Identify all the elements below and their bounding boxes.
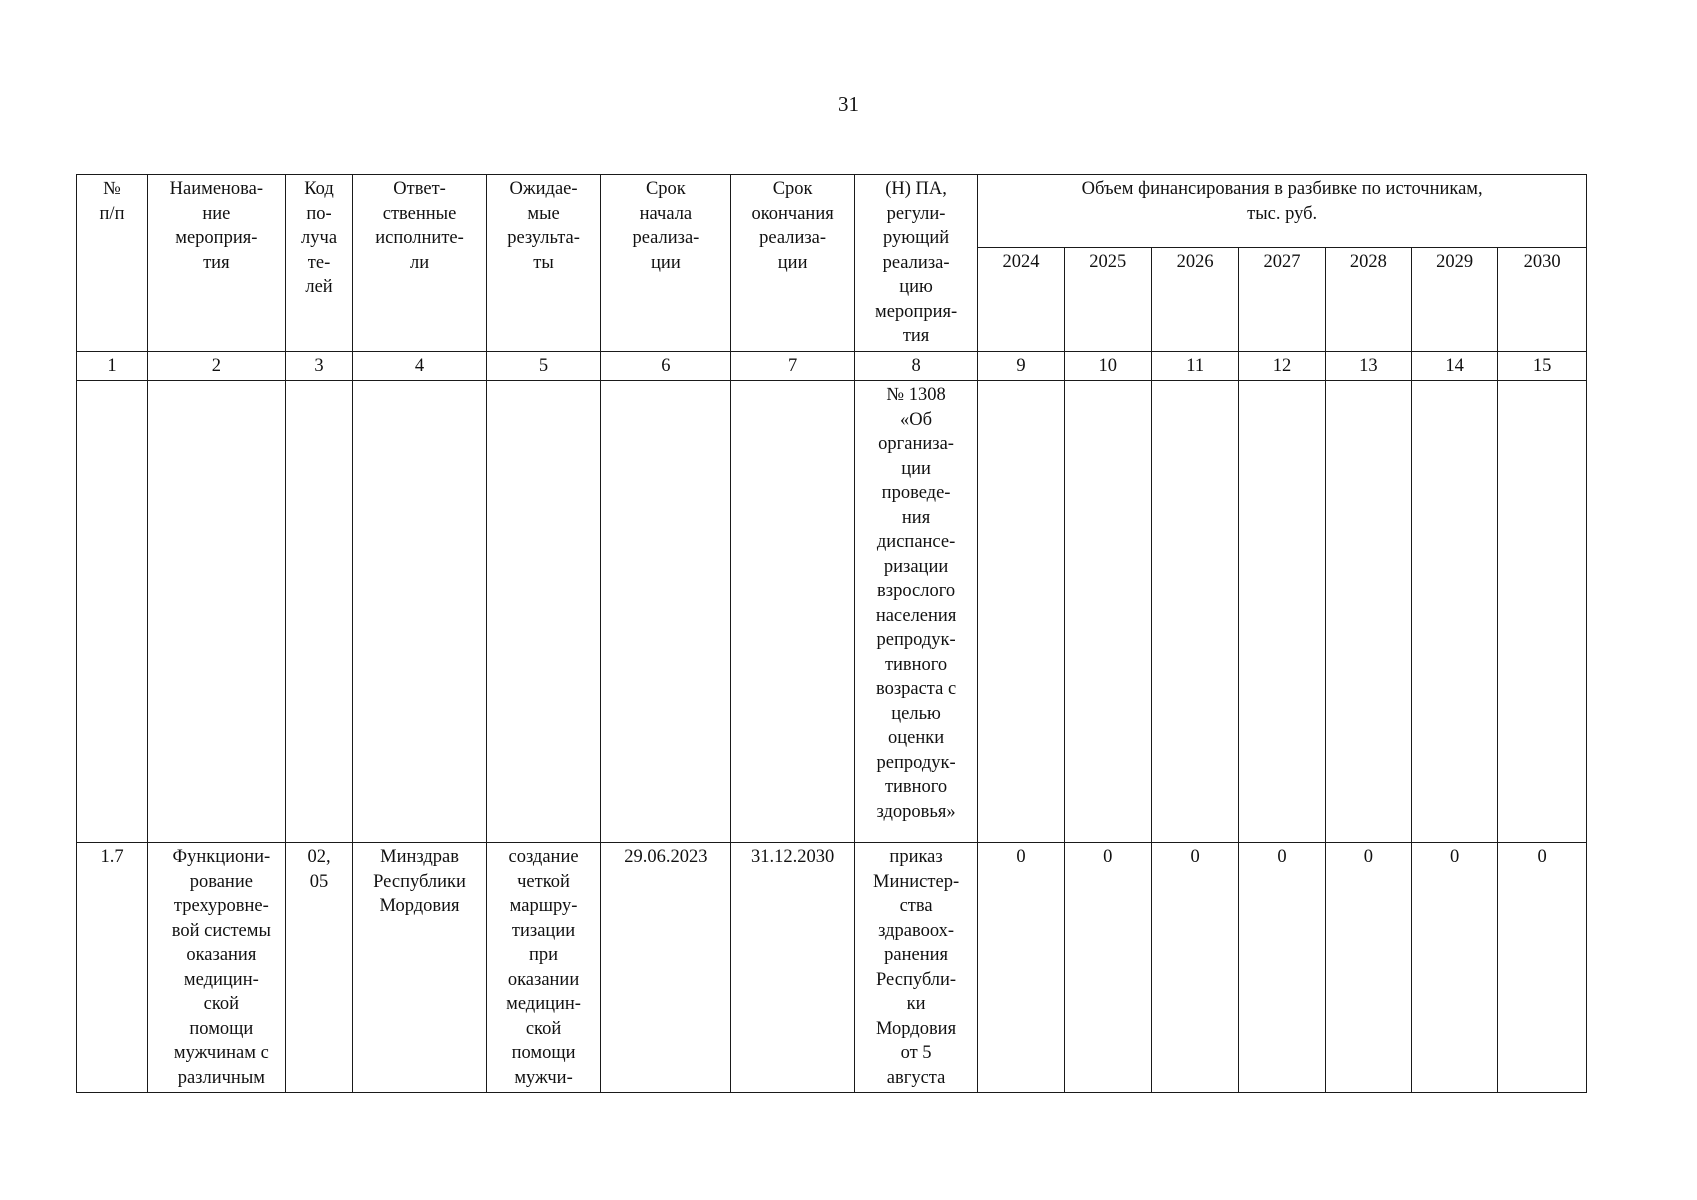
column-number: 13: [1325, 351, 1411, 381]
table-cell: [978, 381, 1064, 843]
table-cell: [285, 381, 353, 843]
header-year: 2024: [978, 247, 1064, 351]
column-number: 12: [1239, 351, 1325, 381]
end-date: 31.12.2030: [731, 843, 854, 1093]
executor: Минздрав Республики Мордовия: [353, 843, 486, 1093]
header-start-date: Срок начала реализа- ции: [601, 175, 731, 352]
header-number: № п/п: [77, 175, 148, 352]
table-row: [77, 843, 1587, 1093]
column-number: 1: [77, 351, 148, 381]
page-number: 31: [838, 92, 859, 116]
header-year: 2028: [1325, 247, 1411, 351]
column-number: 6: [601, 351, 731, 381]
continuation-row: [77, 381, 1587, 843]
table-cell: [601, 381, 731, 843]
column-number: 8: [854, 351, 977, 381]
header-recipient-code: Код по- луча те- лей: [285, 175, 353, 352]
table-cell: [1498, 381, 1587, 843]
table-cell: [77, 381, 148, 843]
recipient-codes: 02, 05: [285, 843, 353, 1093]
activity-name: Функциони- рование трехуровне- вой системы оказания медицин- ской помощи мужчинам с различным: [148, 843, 286, 1093]
amount-2027: 0: [1239, 843, 1325, 1093]
table-cell: [1151, 381, 1238, 843]
column-number: 5: [486, 351, 601, 381]
table-cell: [1239, 381, 1325, 843]
column-number: 3: [285, 351, 353, 381]
column-number: 4: [353, 351, 486, 381]
table-cell: [1064, 381, 1151, 843]
column-number: 11: [1151, 351, 1238, 381]
amount-2028: 0: [1325, 843, 1411, 1093]
table-cell: [731, 381, 854, 843]
table-cell: [1411, 381, 1497, 843]
row-number: 1.7: [77, 843, 148, 1093]
header-year: 2030: [1498, 247, 1587, 351]
header-legal-act: (Н) ПА, регули- рующий реализа- цию мероприя- тия: [854, 175, 977, 352]
column-numbers-row: [77, 351, 1587, 381]
header-end-date: Срок окончания реализа- ции: [731, 175, 854, 352]
header-year: 2025: [1064, 247, 1151, 351]
header-year: 2026: [1151, 247, 1238, 351]
header-row: [77, 175, 1587, 248]
header-executors: Ответ- ственные исполните- ли: [353, 175, 486, 352]
column-number: 14: [1411, 351, 1497, 381]
amount-2030: 0: [1498, 843, 1587, 1093]
header-financing: Объем финансирования в разбивке по источникам, тыс. руб.: [978, 175, 1587, 248]
header-expected-results: Ожидае- мые результа- ты: [486, 175, 601, 352]
amount-2029: 0: [1411, 843, 1497, 1093]
column-number: 15: [1498, 351, 1587, 381]
legal-act-cell: № 1308 «Об организа- ции проведе- ния диспансе- ризации взрослого населения репродук- тивного возраста с целью оценки репродук- тивного здоровья»: [854, 381, 977, 843]
table-cell: [353, 381, 486, 843]
amount-2025: 0: [1064, 843, 1151, 1093]
header-year: 2027: [1239, 247, 1325, 351]
header-year: 2029: [1411, 247, 1497, 351]
column-number: 10: [1064, 351, 1151, 381]
table-cell: [1325, 381, 1411, 843]
column-number: 9: [978, 351, 1064, 381]
expected-results: создание четкой маршру- тизации при оказании медицин- ской помощи мужчи-: [486, 843, 601, 1093]
table-cell: [486, 381, 601, 843]
start-date: 29.06.2023: [601, 843, 731, 1093]
amount-2024: 0: [978, 843, 1064, 1093]
program-table: [76, 174, 1587, 1093]
column-number: 7: [731, 351, 854, 381]
amount-2026: 0: [1151, 843, 1238, 1093]
header-name: Наименова- ние мероприя- тия: [148, 175, 286, 352]
column-number: 2: [148, 351, 286, 381]
legal-act: приказ Министер- ства здравоох- ранения Республи- ки Мордовия от 5 августа: [854, 843, 977, 1093]
table-cell: [148, 381, 286, 843]
